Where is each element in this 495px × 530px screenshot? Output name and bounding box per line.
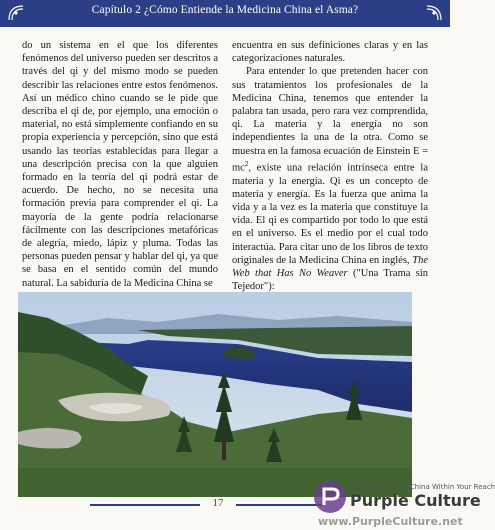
- book-title: The Web that Has No Weaver: [232, 254, 428, 279]
- qi-text-part-3: ("Una Trama sin Tejedor"):: [232, 267, 428, 293]
- lake-landscape-photo: [18, 292, 412, 497]
- watermark-tagline: 紫图文化 Bringing China Within Your Reach: [348, 483, 495, 491]
- left-paragraph: do un sistema en el que los diferentes fenómenos del universo pueden ser descritos a través del qi y del mismo modo se pueden describir las relaciones entre estos fenómenos. Así un médico chino cuando se le pide que describa el qi de, por ejemplo, una emoción o material, no está simplemente confiando en su propia experiencia y percepción, sino que está usando las teorías establecidas para llegar a una descripción precisa con la que alguien formado en la teoría del qi podrá estar de acuerdo. De hecho, no se necesita una formación previa para comprender el qi. La mayoría de la gente podría relacionarse fácilmente con las descripciones metafóricas de alegría, miedo, lápiz y pluma. Todas las personas pueden pensar y hablar del qi, ya que se basa en el sentido común del mundo natural. La sabiduría de la Medicina China se: [22, 40, 218, 289]
- page-number: 17: [200, 497, 236, 509]
- chapter-header-title: Capítulo 2 ¿Cómo Entiende la Medicina China el Asma?: [91, 4, 359, 16]
- watermark-url: www.PurpleCulture.net: [318, 515, 463, 528]
- right-text-column: [232, 39, 428, 293]
- footer-rule-left: [90, 504, 205, 506]
- einstein-superscript: 2: [244, 159, 249, 168]
- qi-text-part-1: Para entender lo que pretenden hacer con sus tratamientos los profesionales de la Medicina China, tenemos que entender la palabra tan usada, pero rara vez comprendida, qi. La materia y la energía no son independientes la una de la otra. Como se muestra en la famosa ecuación de Einstein E = mc: [232, 66, 429, 174]
- footer-rule-right: [232, 504, 322, 506]
- watermark-title: Purple Culture: [350, 491, 481, 510]
- right-paragraph-qi: [232, 65, 428, 293]
- purple-culture-logo-icon: [312, 479, 348, 515]
- right-paragraph-continuation: encuentra en sus definiciones claras y en las categorizaciones naturales.: [232, 40, 428, 65]
- left-text-column: [22, 39, 218, 290]
- qi-text-part-2: , existe una relación intrínseca entre la materia y la energía. Qi es un concepto de materia y energía. Es la fuerza que anima la vida y a la vez es la materia que constituye la vida. El qi es compartido por todo lo que está en el universo. Es el medio por el cual todo interactúa. Para citar uno de los libros de texto originales de la Medicina China en inglés,: [232, 162, 428, 266]
